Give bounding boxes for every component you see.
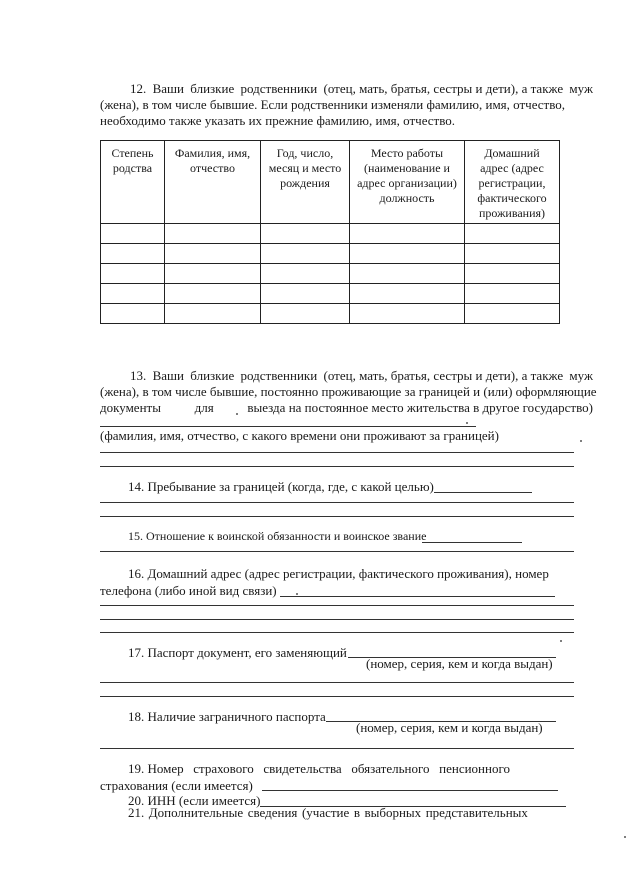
header-degree: Степень родства	[101, 141, 165, 224]
table-row	[101, 264, 560, 284]
s15-label: 15. Отношение к воинской обязанности и воинское звание	[128, 529, 427, 543]
scan-speck	[236, 413, 238, 415]
s19-answer-line[interactable]	[262, 790, 558, 791]
scan-speck	[560, 640, 562, 642]
s19-line2: страхования (если имеется)	[100, 778, 253, 793]
scan-speck	[580, 440, 582, 442]
table-cell[interactable]	[165, 244, 261, 264]
table-cell[interactable]	[101, 284, 165, 304]
table-cell[interactable]	[465, 264, 560, 284]
header-workplace: Место работы (наименование и адрес организации) должность	[350, 141, 465, 224]
s12-line2: (жена), в том числе бывшие. Если родственники изменяли фамилию, имя, отчество,	[100, 97, 566, 112]
s21-line1: 21. Дополнительные сведения (участие в выборных представительных	[128, 805, 528, 820]
s16-answer-line[interactable]	[280, 596, 555, 597]
s13-answer-line[interactable]	[100, 426, 476, 427]
table-cell[interactable]	[465, 304, 560, 324]
s14-label: 14. Пребывание за границей (когда, где, с какой целью)	[128, 479, 434, 494]
table-cell[interactable]	[101, 304, 165, 324]
table-cell[interactable]	[101, 264, 165, 284]
s18-hint: (номер, серия, кем и когда выдан)	[356, 720, 543, 735]
s13-answer-line[interactable]	[100, 452, 574, 453]
s16-line2: телефона (либо иной вид связи)	[100, 583, 277, 598]
s13-caption: (фамилия, имя, отчество, с какого времени они проживают за границей)	[100, 428, 499, 443]
s14-answer-line[interactable]	[434, 492, 532, 493]
s15-answer-line[interactable]	[100, 551, 574, 552]
s17-answer-line[interactable]	[100, 682, 574, 683]
table-cell[interactable]	[165, 264, 261, 284]
table-cell[interactable]	[350, 284, 465, 304]
s17-label: 17. Паспорт документ, его заменяющий	[128, 645, 347, 660]
s18-label: 18. Наличие заграничного паспорта	[128, 709, 326, 724]
s19-line1: 19. Номер страхового свидетельства обязательного пенсионного	[128, 761, 510, 776]
s12-line1: 12. Ваши близкие родственники (отец, мать, братья, сестры и дети), а также муж	[130, 81, 593, 96]
relatives-table	[100, 140, 560, 324]
table-cell[interactable]	[261, 244, 350, 264]
table-row	[101, 304, 560, 324]
s17-hint: (номер, серия, кем и когда выдан)	[366, 656, 553, 671]
s17-answer-line[interactable]	[100, 696, 574, 697]
table-cell[interactable]	[465, 284, 560, 304]
table-row	[101, 244, 560, 264]
header-address: Домашний адрес (адрес регистрации, фактического проживания)	[465, 141, 560, 224]
table-cell[interactable]	[101, 224, 165, 244]
s15-answer-line[interactable]	[422, 542, 522, 543]
scan-speck	[466, 422, 468, 424]
header-full-name: Фамилия, имя, отчество	[165, 141, 261, 224]
s13-line1: 13. Ваши близкие родственники (отец, мать, братья, сестры и дети), а также муж	[130, 368, 593, 383]
s12-line3: необходимо также указать их прежние фамилию, имя, отчество.	[100, 113, 456, 128]
scan-speck	[296, 593, 298, 595]
table-cell[interactable]	[165, 304, 261, 324]
table-cell[interactable]	[261, 304, 350, 324]
table-cell[interactable]	[350, 304, 465, 324]
table-cell[interactable]	[165, 224, 261, 244]
s13-answer-line[interactable]	[100, 466, 574, 467]
table-cell[interactable]	[165, 284, 261, 304]
scan-speck	[624, 836, 626, 838]
table-cell[interactable]	[350, 264, 465, 284]
header-birth: Год, число, месяц и место рождения	[261, 141, 350, 224]
s16-answer-line[interactable]	[100, 619, 574, 620]
table-cell[interactable]	[261, 284, 350, 304]
s18-answer-line[interactable]	[100, 748, 574, 749]
table-cell[interactable]	[465, 224, 560, 244]
table-cell[interactable]	[101, 244, 165, 264]
table-header-row	[101, 141, 560, 224]
s13-line3: документы для выезда на постоянное место жительства в другое государство)	[100, 400, 593, 415]
s14-answer-line[interactable]	[100, 516, 574, 517]
table-row	[101, 224, 560, 244]
s16-answer-line[interactable]	[100, 632, 574, 633]
s20-label: 20. ИНН (если имеется)	[128, 793, 261, 808]
table-cell[interactable]	[350, 224, 465, 244]
s16-answer-line[interactable]	[100, 605, 574, 606]
table-row	[101, 284, 560, 304]
table-cell[interactable]	[261, 224, 350, 244]
table-cell[interactable]	[350, 244, 465, 264]
table-cell[interactable]	[465, 244, 560, 264]
s14-answer-line[interactable]	[100, 502, 574, 503]
s16-line1: 16. Домашний адрес (адрес регистрации, фактического проживания), номер	[128, 566, 549, 581]
s13-line2: (жена), в том числе бывшие, постоянно проживающие за границей и (или) оформляющие	[100, 384, 597, 399]
table-cell[interactable]	[261, 264, 350, 284]
